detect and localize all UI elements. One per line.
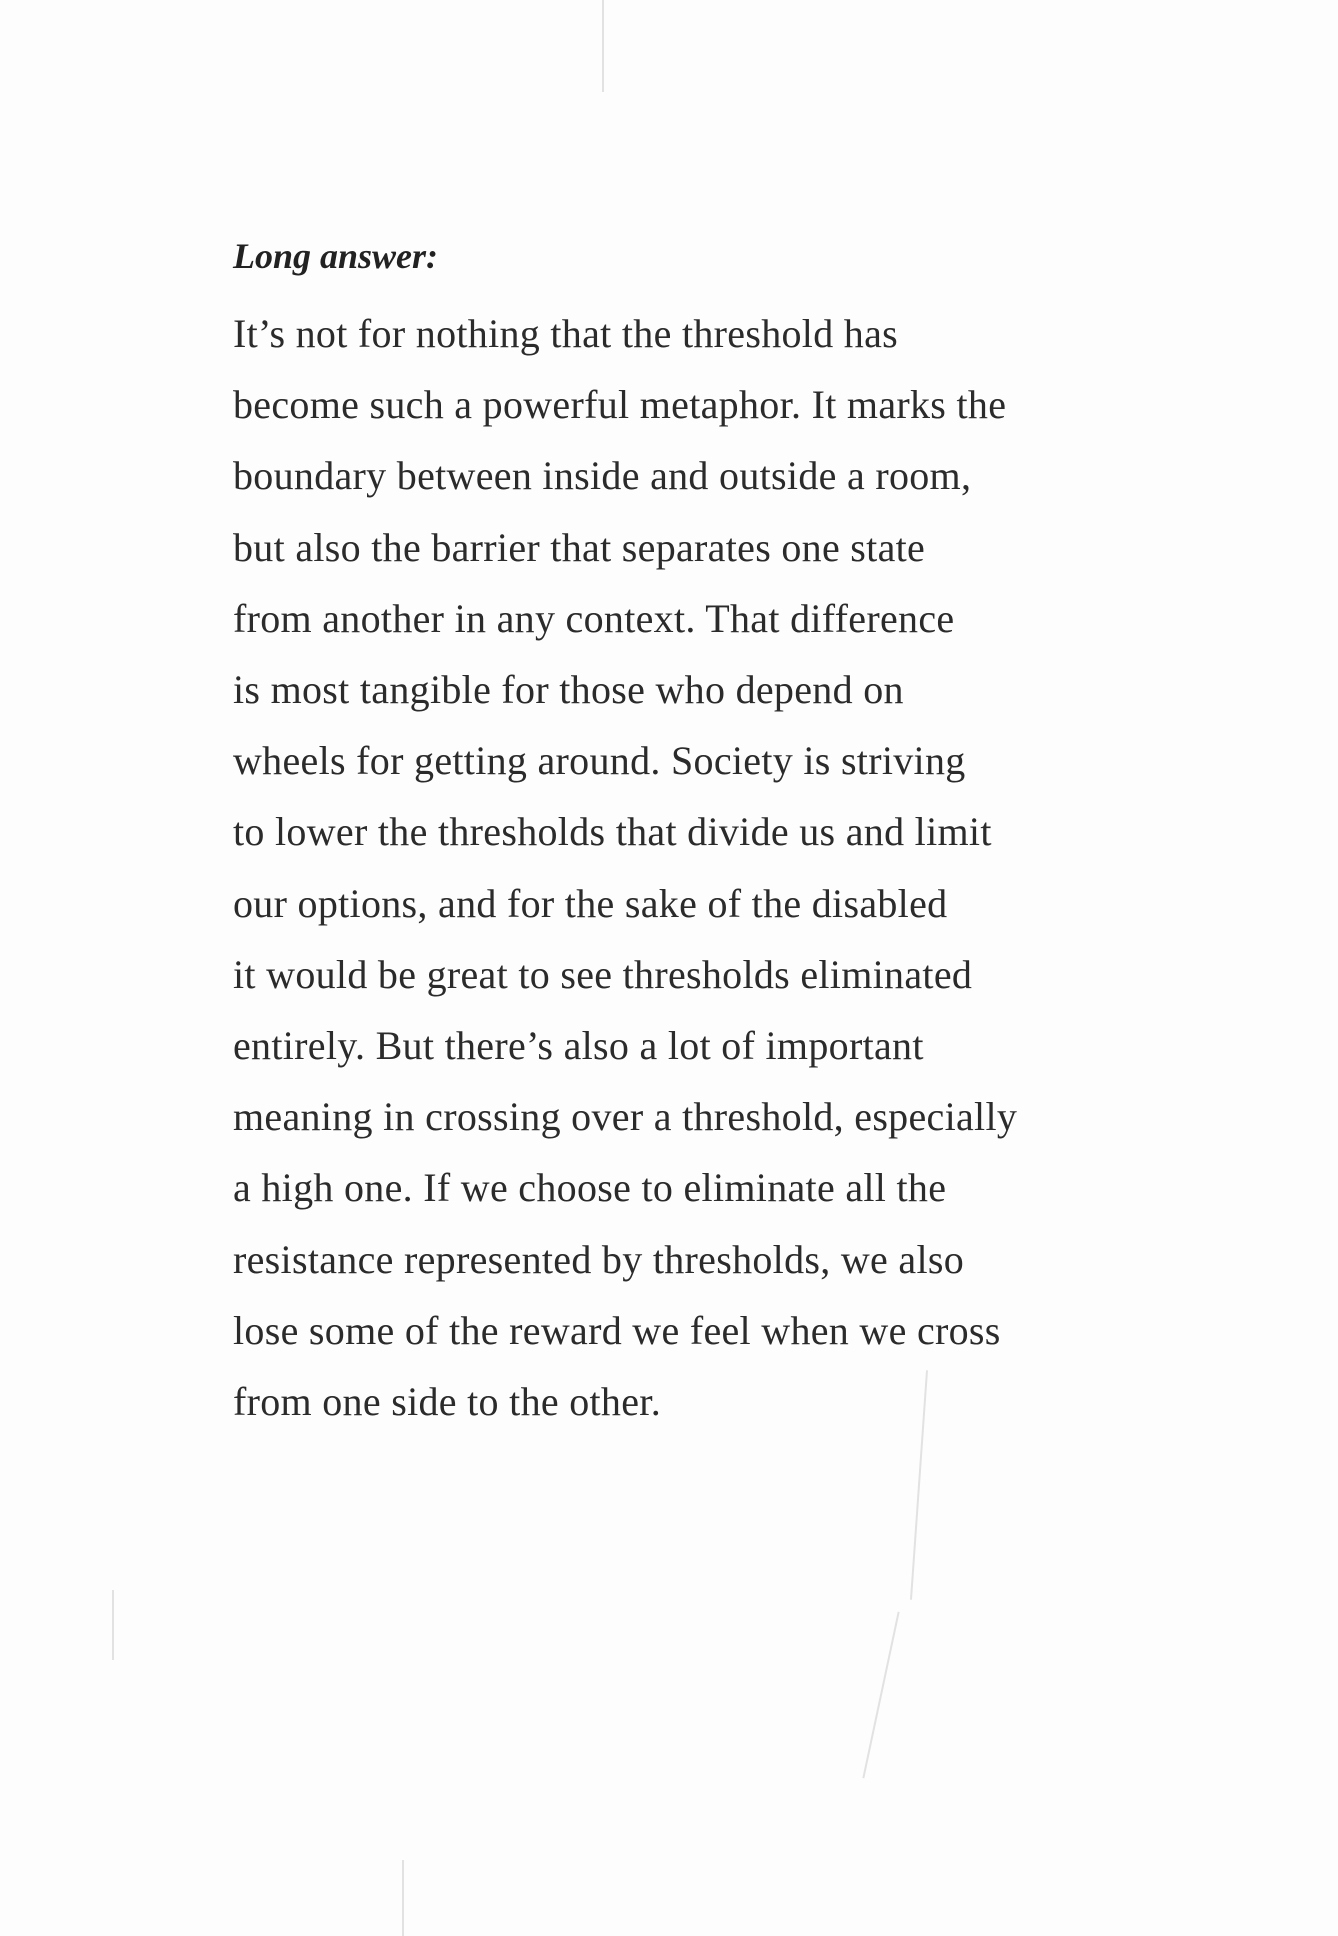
section-heading: Long answer: bbox=[233, 236, 439, 276]
body-paragraph bbox=[233, 298, 1017, 1437]
text-line: entirely. But there’s also a lot of important bbox=[233, 1023, 924, 1069]
text-line: is most tangible for those who depend on bbox=[233, 667, 904, 713]
scan-crease-left bbox=[112, 1590, 114, 1660]
text-line: become such a powerful metaphor. It marks the bbox=[233, 382, 1007, 428]
scan-crease-top bbox=[602, 0, 604, 92]
text-line: meaning in crossing over a threshold, especially bbox=[233, 1094, 1018, 1140]
text-line: but also the barrier that separates one state bbox=[233, 524, 926, 570]
text-line: It’s not for nothing that the threshold has bbox=[233, 311, 899, 356]
text-line: it would be great to see thresholds eliminated bbox=[233, 951, 973, 997]
text-line: a high one. If we choose to eliminate all the bbox=[233, 1165, 947, 1211]
text-line: to lower the thresholds that divide us and limit bbox=[233, 809, 992, 855]
text-line: wheels for getting around. Society is striving bbox=[233, 738, 966, 784]
scan-crease-bottom bbox=[402, 1860, 404, 1936]
text-line: from one side to the other. bbox=[233, 1379, 662, 1425]
text-line: our options, and for the sake of the disabled bbox=[233, 880, 948, 926]
text-line: lose some of the reward we feel when we cross bbox=[233, 1307, 1001, 1353]
text-line: boundary between inside and outside a room, bbox=[233, 453, 972, 499]
text-line: resistance represented by thresholds, we also bbox=[233, 1236, 965, 1282]
text-line: from another in any context. That difference bbox=[233, 595, 955, 641]
scan-crease-bottom-right bbox=[862, 1612, 899, 1779]
